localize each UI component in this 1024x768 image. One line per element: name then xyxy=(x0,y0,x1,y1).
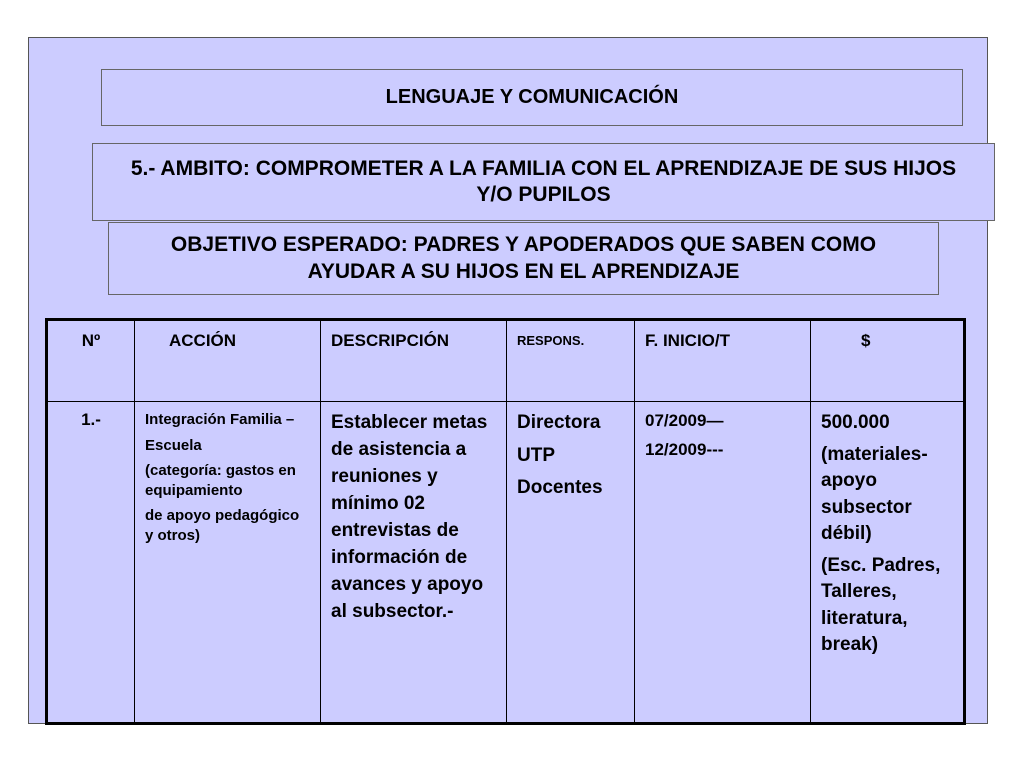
fecha-inicio: 07/2009— xyxy=(645,411,724,430)
monto-value: 500.000 xyxy=(821,412,890,433)
header-responsables: RESPONS. xyxy=(507,320,635,402)
accion-line: Integración Familia – xyxy=(145,411,295,428)
action-plan-table xyxy=(45,318,966,725)
header-descripcion: DESCRIPCIÓN xyxy=(321,320,507,402)
descripcion-text: Establecer metas de asistencia a reuniones y mínimo 02 entrevistas de información de avances y apoyo al subsector.- xyxy=(331,412,488,622)
accion-line: Escuela xyxy=(145,436,202,454)
cell-accion xyxy=(135,402,321,724)
cell-fechas xyxy=(635,402,811,724)
ambito-text: 5.- AMBITO: COMPROMETER A LA FAMILIA CON EL APRENDIZAJE DE SUS HIJOS Y/O PUPILOS xyxy=(130,156,957,206)
cell-responsables xyxy=(507,402,635,724)
slide-title xyxy=(101,69,963,126)
header-monto: $ xyxy=(811,320,965,402)
monto-detalle: (Esc. Padres, Talleres, literatura, break) xyxy=(821,555,941,655)
cell-monto xyxy=(811,402,965,724)
monto-detalle: (materiales- apoyo subsector débil) xyxy=(821,444,928,544)
cell-descripcion xyxy=(321,402,507,724)
responsable-item: Docentes xyxy=(517,477,603,499)
accion-line: (categoría: gastos en equipamiento xyxy=(145,462,296,499)
header-accion: ACCIÓN xyxy=(135,320,321,402)
table-header-row xyxy=(47,320,965,402)
accion-line: de apoyo pedagógico y otros) xyxy=(145,507,300,544)
header-fecha: F. INICIO/T xyxy=(635,320,811,402)
responsable-item: UTP xyxy=(517,444,555,466)
table-row xyxy=(47,402,965,724)
cell-num xyxy=(47,402,135,724)
slide-title-text: LENGUAJE Y COMUNICACIÓN xyxy=(385,86,679,108)
row-number: 1.- xyxy=(81,410,101,429)
objetivo-text: OBJETIVO ESPERADO: PADRES Y APODERADOS QUE SABEN COMO AYUDAR A SU HIJOS EN EL APRENDIZAJE xyxy=(170,233,877,283)
header-num: Nº xyxy=(47,320,135,402)
ambito-box xyxy=(92,143,995,221)
objetivo-box xyxy=(108,222,939,295)
fecha-termino: 12/2009--- xyxy=(645,439,724,459)
responsable-item: Directora xyxy=(517,412,601,433)
